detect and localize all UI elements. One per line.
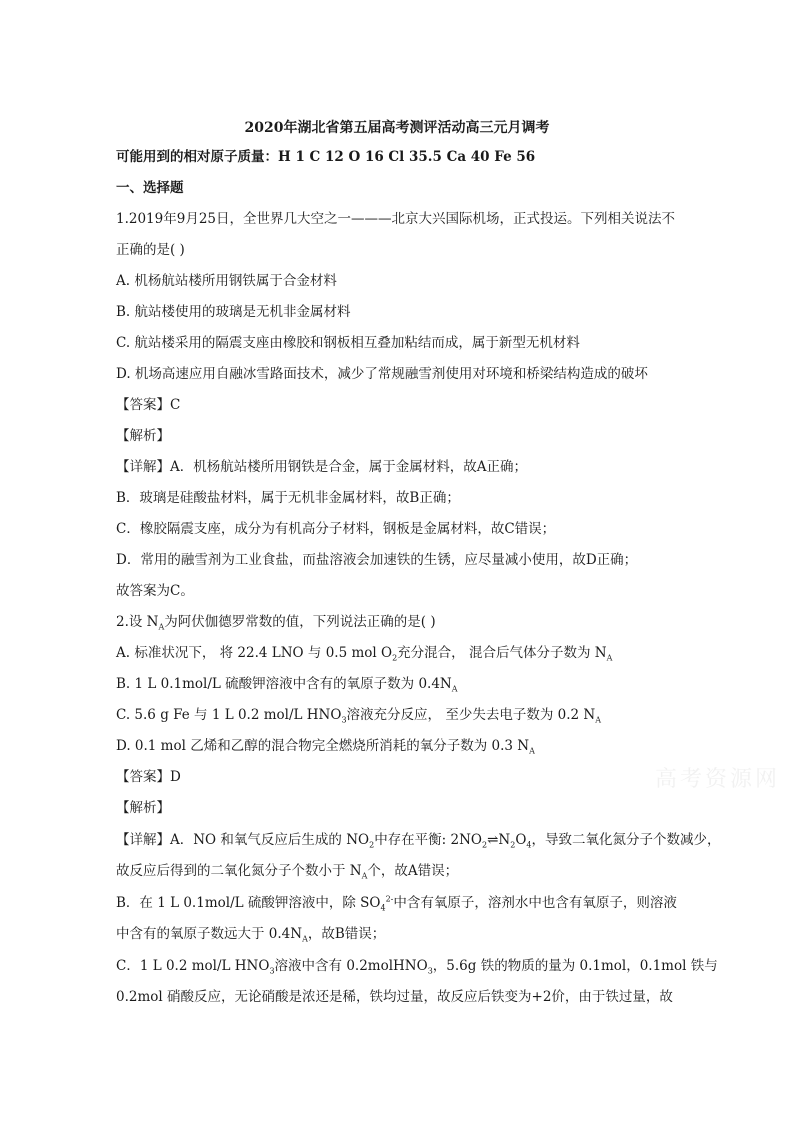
q2-detail-b-sub-4: 4 [380,903,386,913]
q2-detail-a-sub-2c: 2 [510,840,516,850]
q2-detail-c-part3: ，5.6g 铁的物质的量为 0.1mol，0.1mol 铁与 [432,958,718,974]
q2-detail-b-line2 [116,924,696,944]
q2-option-c-sub-3: 3 [341,715,347,725]
q2-option-a-sub-a: A [606,653,613,663]
q2-detail-b-part2: 中含有氧原子，溶剂水中也含有氧原子，则溶液 [393,895,677,911]
q2-detail-a-part5: ，导致二氧化氮分子个数减少， [531,832,721,848]
q2-option-a-sub-2: 2 [392,653,398,663]
q2-detail-a-part1: 【详解】A．NO 和氧气反应后生成的 NO [116,832,370,848]
q2-detail-c-part1: C．1 L 0.2 mol/L HNO [116,958,270,974]
q2-option-b-part1: B. 1 L 0.1mol/L 硫酸钾溶液中含有的氧原子数为 0.4N [116,676,452,692]
q2-detail-b-sup-charge: 2- [385,894,394,904]
q2-detail-a-part2: 中存在平衡: 2NO [374,832,482,848]
q1-conclusion: 故答案为C。 [116,583,194,599]
q2-option-d [116,736,696,756]
q2-option-d-sub-a: A [529,746,535,756]
q2-detail-a-equilibrium-arrow: ⇌N [487,832,511,848]
q2-option-b [116,674,696,694]
q2-detail-c-sub-3b: 3 [427,966,433,976]
q2-stem [116,612,696,632]
q1-option-d: D. 机场高速应用自融冰雪路面技术，减少了常规融雪剂使用对环境和桥梁结构造成的破坏 [116,366,648,382]
q2-option-d-part1: D. 0.1 mol 乙烯和乙醇的混合物完全燃烧所消耗的氧分子数为 0.3 N [116,738,530,754]
q2-detail-b-line2-part1: 中含有的氧原子数远大于 0.4N [116,926,303,942]
document-title: 2020年湖北省第五届高考测评活动高三元月调考 [244,120,550,136]
q2-answer: 【答案】D [116,769,181,785]
q1-detail-d: D．常用的融雪剂为工业食盐，而盐溶液会加速铁的生锈，应尽量减小使用，故D正确； [116,552,638,568]
q2-detail-a-sub-2a: 2 [369,840,375,850]
q1-stem-line2: 正确的是( ) [116,242,185,258]
q1-option-c: C. 航站楼采用的隔震支座由橡胶和钢板相互叠加粘结而成，属于新型无机材料 [116,335,580,351]
q2-option-b-sub-a: A [451,684,458,694]
q1-answer: 【答案】C [116,397,181,413]
q2-detail-b-line2-part2: ，故B错误； [307,926,386,942]
q1-option-b: B. 航站楼使用的玻璃是无机非金属材料 [116,304,351,320]
q2-option-a-part2: 充分混合， 混合后气体分子数为 N [397,645,607,661]
q1-detail-b: B．玻璃是硅酸盐材料，属于无机非金属材料，故B正确； [116,490,460,506]
q1-option-a: A. 机杨航站楼所用钢铁属于合金材料 [116,273,337,289]
q2-detail-c-line1 [116,956,718,976]
watermark-text: 高考资源网 [655,767,781,792]
q2-detail-b-line2-sub-a: A [302,934,308,944]
q1-detail-a: 【详解】A．机杨航站楼所用钢铁是合金，属于金属材料，故A正确； [116,459,527,475]
q2-option-c [116,705,696,725]
q2-detail-c-sub-3a: 3 [269,966,275,976]
q2-option-c-part2: 溶液充分反应， 至少失去电子数为 0.2 N [346,707,596,723]
q2-stem-pre: 2.设 N [116,614,159,630]
q1-analysis-label: 【解析】 [116,428,170,444]
q2-detail-a-line2-part2: 个，故A错误； [367,863,459,879]
q1-stem-line1: 1.2019年9月25日，全世界几大空之一———北京大兴国际机场，正式投运。下列相关说法不 [116,211,676,227]
q2-analysis-label: 【解析】 [116,800,170,816]
q2-option-c-sub-a: A [595,715,601,725]
q2-detail-a-sub-2b: 2 [482,840,488,850]
q2-detail-a-part4: O [515,832,527,848]
q2-option-c-part1: C. 5.6 g Fe 与 1 L 0.2 mol/L HNO [116,707,342,723]
q2-option-a [116,643,696,663]
q2-detail-b-part1: B．在 1 L 0.1mol/L 硫酸钾溶液中，除 SO [116,895,381,911]
q2-option-a-part1: A. 标准状况下， 将 22.4 LNO 与 0.5 mol O [116,645,393,661]
q2-detail-c-part2: 溶液中含有 0.2molHNO [274,958,428,974]
q2-detail-a-line1 [116,830,721,850]
q2-detail-a-line2-sub-a: A [361,871,368,881]
q2-detail-c-line2: 0.2mol 硝酸反应，无论硝酸是浓还是稀，铁均过量，故反应后铁变为+2价，由于铁过量，故 [116,989,673,1005]
section-heading: 一、选择题 [116,180,184,196]
q1-detail-c: C．橡胶隔震支座，成分为有机高分子材料，钢板是金属材料，故C错误； [116,521,556,537]
atomic-masses-line: 可能用到的相对原子质量：H 1 C 12 O 16 Cl 35.5 Ca 40 Fe 56 [116,149,536,165]
q2-detail-a-line2-part1: 故反应后得到的二氧化氮分子个数小于 N [116,863,362,879]
q2-detail-a-sub-4: 4 [526,840,532,850]
q2-stem-post: 为阿伏伽德罗常数的值，下列说法正确的是( ) [164,614,436,630]
q2-detail-b-line1 [116,893,696,913]
q2-stem-sub: A [158,622,165,632]
q2-detail-a-line2 [116,861,696,881]
